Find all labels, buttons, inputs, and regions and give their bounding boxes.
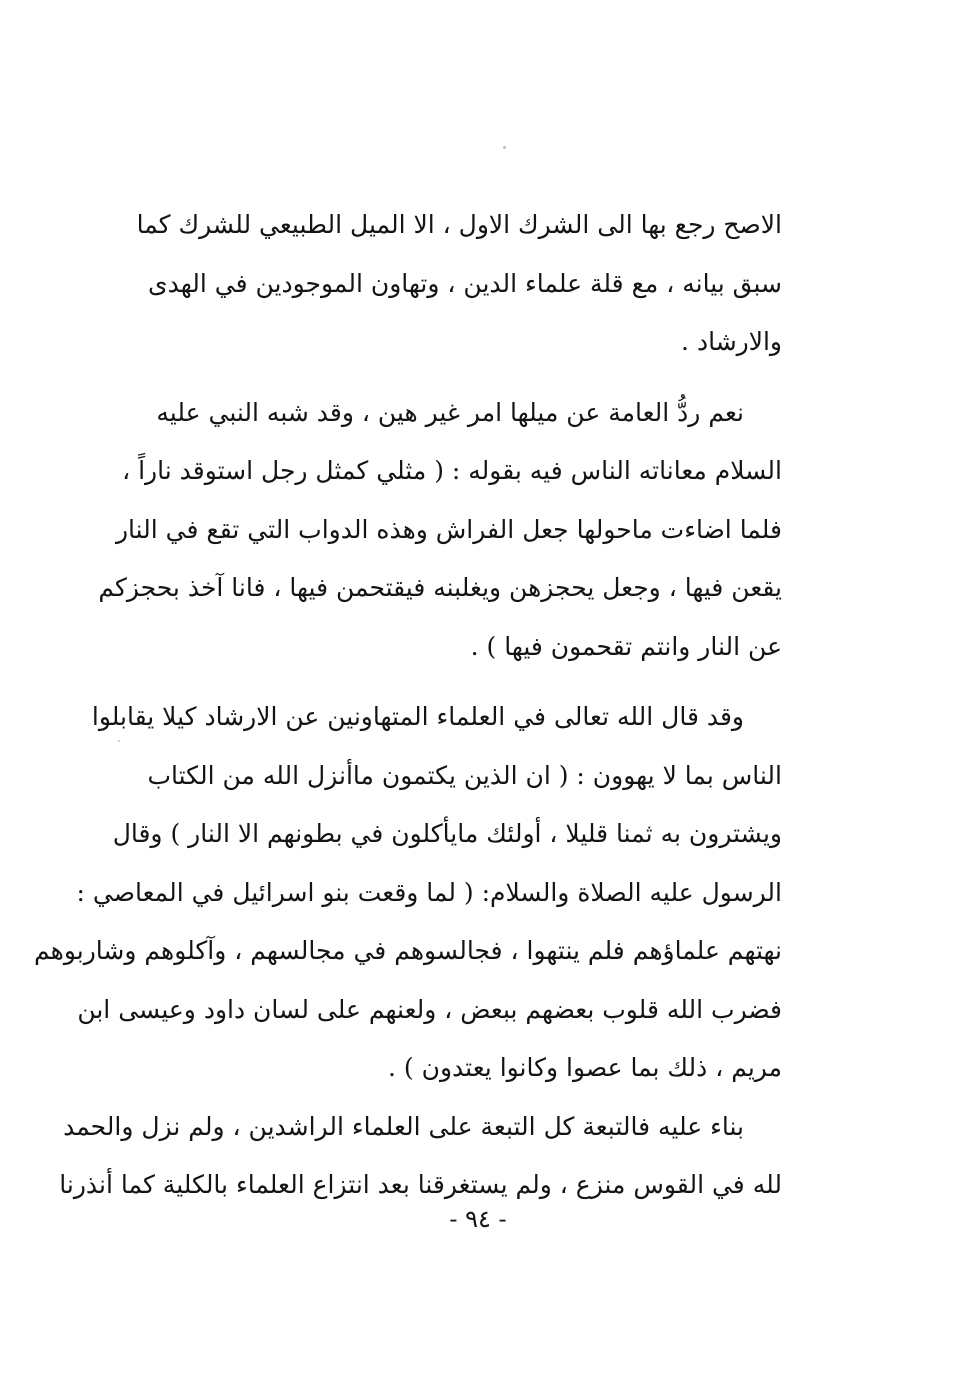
- paragraph-gap: [150, 676, 782, 688]
- page-number: - ٩٤ -: [449, 1205, 507, 1233]
- body-text: [34, 196, 782, 1215]
- text-line: بناء عليه فالتبعة كل التبعة على العلماء الراشدين ، ولم نزل والحمد: [63, 1111, 744, 1141]
- scan-speck: [118, 740, 120, 742]
- text-line: الناس بما لا يهوون : ( ان الذين يكتمون ماأنزل الله من الكتاب: [147, 760, 782, 790]
- paragraph-1: [136, 196, 782, 372]
- paragraph-4: [59, 1098, 782, 1215]
- text-line: عن النار وانتم تقحمون فيها ) .: [470, 631, 782, 661]
- text-line: فضرب الله قلوب بعضهم ببعض ، ولعنهم على لسان داود وعيسى ابن: [77, 994, 782, 1024]
- paragraph-3: [34, 688, 782, 1098]
- text-line: ويشترون به ثمنا قليلا ، أولئك مايأكلون في بطونهم الا النار ) وقال: [112, 819, 782, 848]
- text-line: لله في القوس منزع ، ولم يستغرقنا بعد انتزاع العلماء بالكلية كما أنذرنا: [59, 1170, 782, 1199]
- text-line: فلما اضاءت ماحولها جعل الفراش وهذه الدواب التي تقع في النار: [115, 514, 782, 544]
- text-line: نعم ردُّ العامة عن ميلها امر غير هين ، وقد شبه النبي عليه: [156, 397, 744, 427]
- text-line: السلام معاناته الناس فيه بقوله : ( مثلي كمثل رجل استوقد ناراً ،: [122, 456, 782, 485]
- text-line: وقد قال الله تعالى في العلماء المتهاونين عن الارشاد كيلا يقابلوا: [91, 702, 744, 731]
- paragraph-gap: [150, 372, 782, 384]
- text-line: سبق بيانه ، مع قلة علماء الدين ، وتهاون الموجودين في الهدى: [148, 268, 782, 298]
- paragraph-2: [98, 384, 782, 677]
- text-line: نهتهم علماؤهم فلم ينتهوا ، فجالسوهم في مجالسهم ، وآكلوهم وشاربوهم: [34, 936, 782, 965]
- text-line: يقعن فيها ، وجعل يحجزهن ويغلبنه فيقتحمن فيها ، فانا آخذ بحجزكم: [98, 573, 782, 602]
- text-line: الرسول عليه الصلاة والسلام: ( لما وقعت بنو اسرائيل في المعاصي :: [76, 877, 782, 907]
- scan-speck: [503, 146, 506, 149]
- text-line: مريم ، ذلك بما عصوا وكانوا يعتدون ) .: [388, 1053, 782, 1082]
- text-line: الاصح رجع بها الى الشرك الاول ، الا الميل الطبيعي للشرك كما: [136, 210, 782, 239]
- text-line: والارشاد .: [681, 327, 782, 356]
